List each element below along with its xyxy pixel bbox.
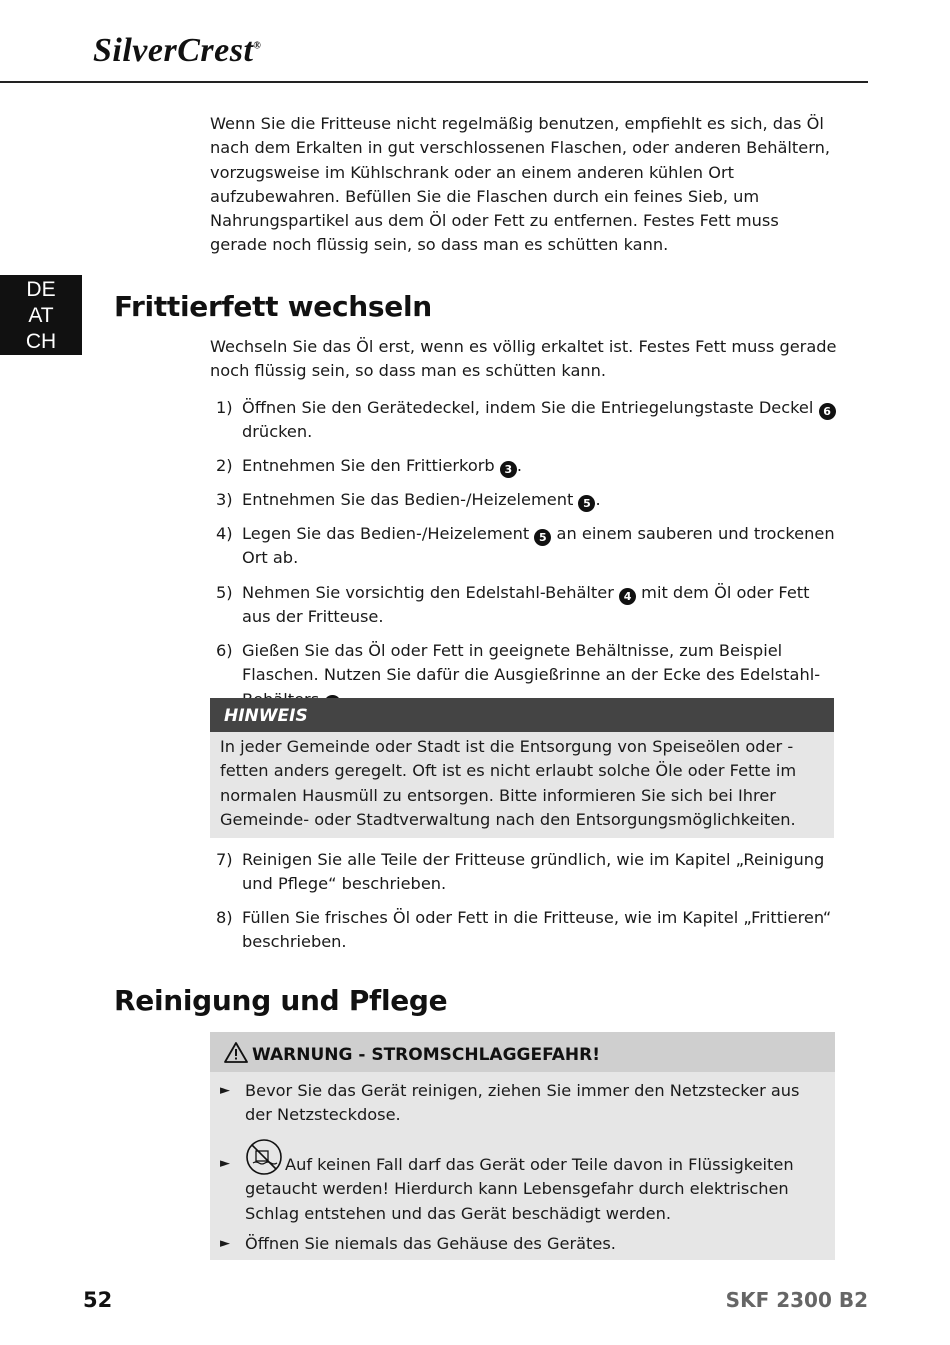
ref-marker-icon: 3 bbox=[500, 461, 517, 478]
step-2 bbox=[210, 454, 840, 478]
page-number: 52 bbox=[83, 1288, 113, 1312]
step-text: Reinigen Sie alle Teile der Fritteuse gründlich, wie im Kapitel „Reinigung und Pflege“ beschrieben. bbox=[242, 850, 825, 894]
triangle-right-icon: ► bbox=[220, 1083, 230, 1098]
step-7 bbox=[210, 848, 840, 897]
step-5 bbox=[210, 581, 840, 630]
step-text: Füllen Sie frisches Öl oder Fett in die Fritteuse, wie im Kapitel „Frittieren“ beschrieben. bbox=[242, 908, 832, 952]
step-number: 6) bbox=[216, 641, 233, 660]
step-8 bbox=[210, 906, 840, 955]
step-text: Entnehmen Sie den Frittierkorb bbox=[242, 456, 495, 475]
warning-bullet-2 bbox=[220, 1138, 820, 1226]
triangle-right-icon: ► bbox=[220, 1156, 230, 1171]
triangle-right-icon: ► bbox=[220, 1236, 230, 1251]
brand-logo bbox=[93, 32, 261, 70]
no-immersion-icon bbox=[245, 1138, 283, 1176]
lang-at: AT bbox=[28, 304, 54, 327]
registered-mark: ® bbox=[253, 40, 262, 52]
section-title-reinigung: Reinigung und Pflege bbox=[114, 984, 448, 1017]
warning-box bbox=[210, 1032, 835, 1260]
step-text-after: drücken. bbox=[242, 422, 313, 442]
step-number: 5) bbox=[216, 583, 233, 602]
model-number: SKF 2300 B2 bbox=[725, 1288, 868, 1312]
ref-marker-icon: 5 bbox=[534, 529, 551, 546]
step-number: 2) bbox=[216, 456, 233, 475]
warning-triangle-icon bbox=[224, 1042, 248, 1063]
section-lead: Wechseln Sie das Öl erst, wenn es völlig erkaltet ist. Festes Fett muss gerade noch flüssig sein, so dass man es schütten kann. bbox=[210, 337, 837, 381]
warning-bullet-3 bbox=[220, 1232, 820, 1256]
lang-ch: CH bbox=[25, 330, 57, 353]
step-text: Nehmen Sie vorsichtig den Edelstahl-Behälter bbox=[242, 583, 614, 602]
step-text-after: an einem sauberen und trockenen Ort ab. bbox=[242, 524, 835, 568]
step-text: Gießen Sie das Öl oder Fett in geeignete Behältnisse, zum Beispiel Flaschen. Nutzen Sie dafür die Ausgießrinne an der Ecke des Edelstahl- bbox=[242, 641, 821, 685]
intro-paragraph: Wenn Sie die Fritteuse nicht regelmäßig benutzen, empfiehlt es sich, das Öl nach dem Erkalten in gut verschlossenen Flaschen, oder anderen Behältern, vorzugsweise im Kühlschrank oder an einem anderen kühlen Ort aufzubewahren. Befüllen Sie die Flaschen durch ein feines Sieb, um Nahrungspartikel aus dem Öl oder Fett zu entfernen. Festes Fett muss gerade noch flüssig sein, so dass man es schütten kann. bbox=[210, 114, 830, 255]
step-text-after: . bbox=[595, 490, 601, 509]
header-divider bbox=[0, 81, 868, 83]
warning-header bbox=[210, 1032, 835, 1072]
step-number: 3) bbox=[216, 490, 233, 509]
step-text-after: . bbox=[516, 456, 522, 475]
step-number: 1) bbox=[216, 398, 233, 417]
step-text-after: mit dem Öl oder Fett aus der Fritteuse. bbox=[242, 583, 810, 627]
brand-name: SilverCrest bbox=[93, 32, 254, 69]
step-text: Öffnen Sie den Gerätedeckel, indem Sie die Entriegelungstaste Deckel bbox=[242, 398, 814, 417]
bullet-text: Bevor Sie das Gerät reinigen, ziehen Sie immer den Netzstecker aus der Netzsteckdose. bbox=[245, 1081, 800, 1125]
warning-bullet-1 bbox=[220, 1079, 820, 1128]
bullet-text: Auf keinen Fall darf das Gerät oder Teile davon in Flüssigkeiten getaucht werden! Hierdurch kann Lebensgefahr durch elektrischen Schlag entstehen und das Gerät beschädigt werden. bbox=[245, 1155, 794, 1223]
step-text: Legen Sie das Bedien-/Heizelement bbox=[242, 524, 530, 543]
step-text: Entnehmen Sie das Bedien-/Heizelement bbox=[242, 490, 574, 509]
step-1 bbox=[210, 396, 840, 445]
ref-marker-icon: 6 bbox=[819, 403, 836, 420]
lang-de: DE bbox=[26, 278, 56, 301]
ref-marker-icon: 5 bbox=[578, 495, 595, 512]
note-text: In jeder Gemeinde oder Stadt ist die Entsorgung von Speiseölen oder -fetten anders geregelt. Oft ist es nicht erlaubt solche Öle oder Fette im normalen Hausmüll zu entsorgen. Bitte informieren Sie sich bei Ihrer Gemeinde- oder Stadtverwaltung nach den Entsorgungsmöglichkeiten. bbox=[220, 737, 797, 829]
step-4 bbox=[210, 522, 840, 571]
bullet-text: Öffnen Sie niemals das Gehäuse des Gerätes. bbox=[245, 1234, 616, 1253]
step-number: 4) bbox=[216, 524, 233, 543]
note-title: HINWEIS bbox=[210, 698, 834, 732]
section-title-frittierfett: Frittierfett wechseln bbox=[114, 290, 432, 323]
language-tab bbox=[0, 275, 82, 355]
note-box bbox=[210, 698, 834, 838]
step-3 bbox=[210, 488, 840, 512]
ref-marker-icon: 4 bbox=[619, 588, 636, 605]
step-number: 7) bbox=[216, 850, 233, 869]
step-number: 8) bbox=[216, 908, 233, 927]
warning-title: WARNUNG - STROMSCHLAGGEFAHR! bbox=[252, 1045, 600, 1065]
